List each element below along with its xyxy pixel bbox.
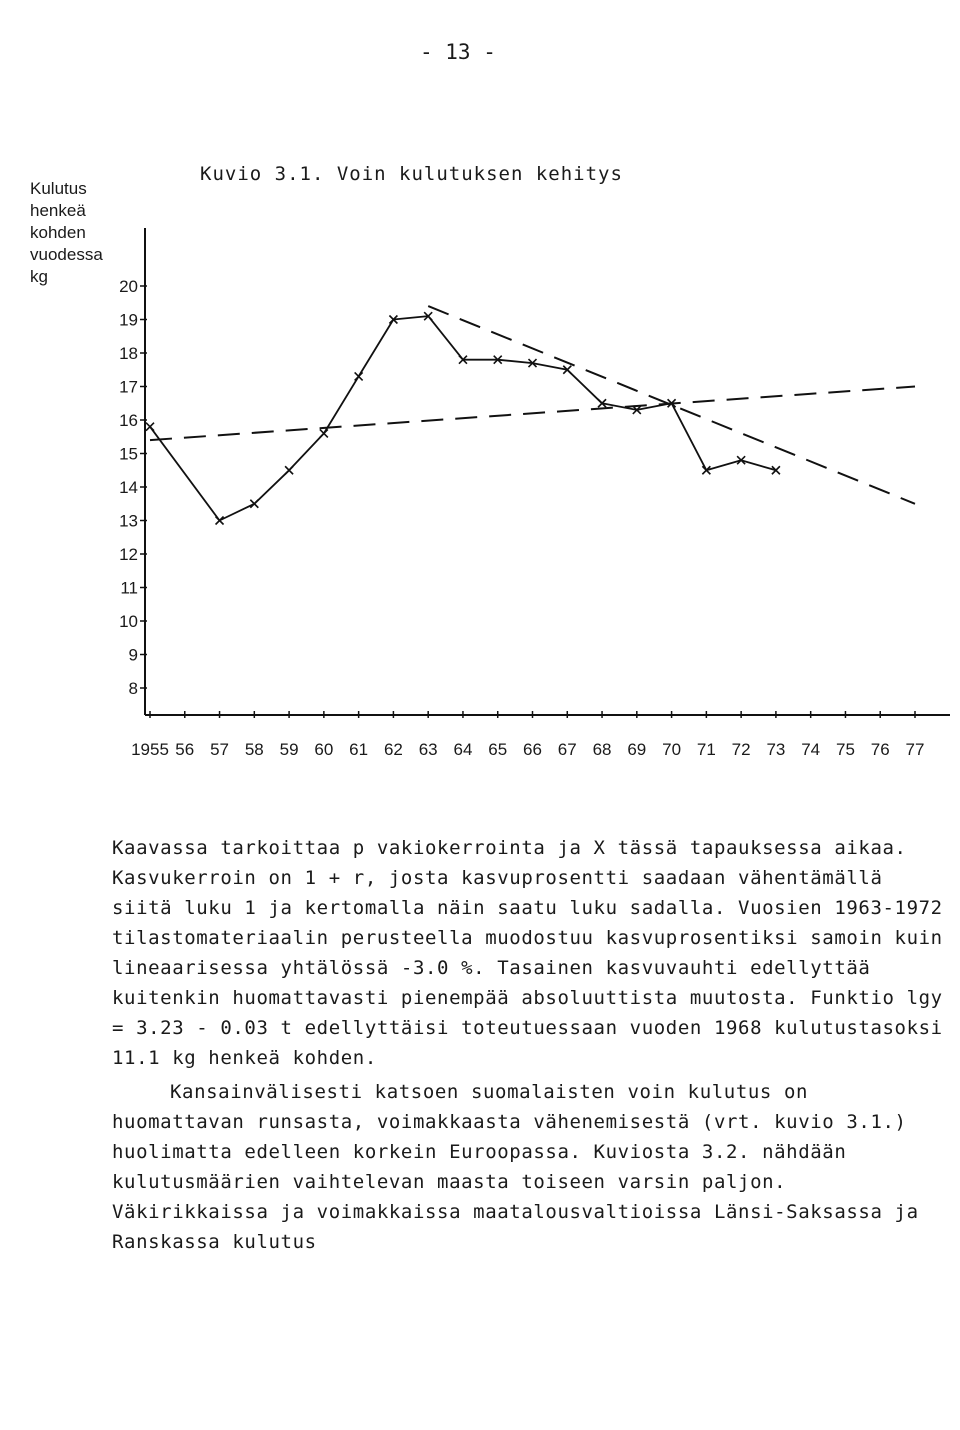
y-axis-label-line: kohden: [30, 223, 86, 242]
x-tick-label: 1955: [131, 740, 169, 759]
x-tick-label: 75: [835, 740, 855, 759]
y-tick-label: 13: [119, 511, 138, 531]
data-point: [285, 466, 293, 474]
chart-title: Kuvio 3.1. Voin kulutuksen kehitys: [200, 163, 623, 185]
x-tick-label: 63: [418, 740, 438, 759]
x-tick-label: 67: [557, 740, 577, 759]
x-tick-label: 69: [627, 740, 647, 759]
x-tick-label: 76: [870, 740, 890, 759]
x-tick-label: 72: [731, 740, 751, 759]
x-tick-label: 66: [523, 740, 542, 759]
y-tick-label: 19: [119, 310, 138, 330]
x-tick-label: 73: [766, 740, 786, 759]
y-tick-label: 18: [119, 344, 138, 363]
y-tick-label: 14: [119, 478, 138, 497]
data-point: [216, 517, 224, 525]
y-tick-label: 20: [119, 277, 138, 296]
data-point: [250, 500, 258, 508]
y-tick-label: 15: [119, 444, 138, 464]
y-tick-label: 16: [119, 411, 138, 430]
y-tick-label: 8: [128, 679, 138, 698]
y-axis-label-line: Kulutus: [30, 179, 87, 198]
x-tick-label: 77: [905, 740, 925, 759]
y-axis-label-line: kg: [30, 267, 48, 286]
data-point: [146, 423, 154, 431]
x-tick-label: 57: [210, 740, 230, 759]
x-tick-label: 59: [279, 740, 299, 759]
y-tick-label: 12: [119, 545, 138, 564]
paragraph: Kansainvälisesti katsoen suomalaisten voin kulutus on huomattavan runsasta, voimakkaasta vähenemisestä (vrt. kuvio 3.1.) huolimatta edelleen korkein Euroopassa. Kuviosta 3.2. nähdään kulutusmäärien vaihtelevan maasta toiseen varsin paljon. Väkirikkaissa ja voimakkaissa maatalousvaltioissa Länsi-Saksassa ja Ranskassa kulutus: [112, 1081, 919, 1253]
paragraph: Kaavassa tarkoittaa p vakiokerrointa ja X tässä tapauksessa aikaa. Kasvukerroin on 1 + r, josta kasvuprosentti saadaan vähentämällä siitä luku 1 ja kertomalla näin saatu luku sadalla. Vuosien 1963-1972 tilastomateriaalin perusteella muodostuu kasvuprosentiksi samoin kuin lineaarisessa yhtälössä -3.0 %. Tasainen kasvuvauhti edellyttää kuitenkin huomattavasti pienempää absoluuttista muutosta. Funktio lgy = 3.23 - 0.03 t edellyttäisi toteutuessaan vuoden 1968 kulutustasoksi 11.1 kg henkeä kohden.: [112, 837, 943, 1069]
data-point: [355, 372, 363, 380]
x-tick-label: 64: [453, 740, 473, 759]
x-tick-label: 62: [383, 740, 403, 759]
y-axis-label-line: vuodessa: [30, 245, 103, 264]
data-point: [320, 429, 328, 437]
y-tick-label: 9: [128, 645, 138, 665]
x-tick-label: 61: [349, 740, 369, 759]
y-tick-label: 11: [120, 578, 138, 598]
y-axis-label-line: henkeä: [30, 201, 86, 220]
y-tick-label: 10: [119, 612, 138, 631]
x-tick-label: 71: [696, 740, 716, 759]
x-tick-label: 68: [592, 740, 612, 759]
y-tick-label: 17: [119, 377, 138, 397]
x-tick-label: 74: [801, 740, 821, 759]
trend-line: [150, 387, 915, 441]
x-tick-label: 60: [314, 740, 334, 759]
x-tick-label: 58: [244, 740, 264, 759]
x-tick-label: 56: [175, 740, 195, 759]
x-tick-label: 65: [488, 740, 508, 759]
body-text: [112, 833, 947, 1257]
x-tick-label: 70: [662, 740, 682, 759]
page-number: - 13 -: [420, 40, 496, 64]
